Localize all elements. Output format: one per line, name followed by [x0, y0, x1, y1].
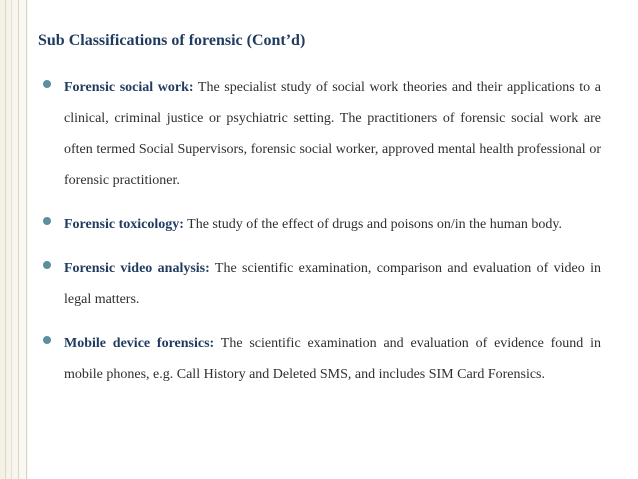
list-item-term: Mobile device forensics:	[64, 336, 215, 351]
list-item-description: The scientific examination and evaluation of evidence found in mobile phones, e.g. Call History and Deleted SMS, and includes SIM Card Forensics.	[64, 336, 601, 382]
band-stripe	[18, 0, 19, 479]
list-item-term: Forensic video analysis:	[64, 261, 210, 276]
list-item	[40, 209, 601, 240]
bullet-dot-icon	[43, 217, 51, 225]
list-item-description: The specialist study of social work theories and their applications to a clinical, criminal justice or psychiatric setting. The practitioners of forensic social work are often termed Social Supervisors, forensic social worker, approved mental health professional or forensic practitioner.	[64, 80, 601, 188]
list-item	[40, 72, 601, 196]
list-item-term: Forensic toxicology:	[64, 217, 184, 232]
list-item-description: The scientific examination, comparison and evaluation of video in legal matters.	[64, 261, 602, 307]
band-stripe	[26, 0, 27, 479]
list-item	[40, 328, 601, 390]
bullet-dot-icon	[43, 80, 51, 88]
list-item-description: The study of the effect of drugs and poisons on/in the human body.	[183, 217, 562, 232]
list-item-text	[64, 328, 601, 390]
bullet-dot-icon	[43, 261, 51, 269]
list-item-term: Forensic social work:	[64, 80, 194, 95]
band-stripe	[5, 0, 6, 479]
list-item-text	[64, 253, 601, 315]
list-item	[40, 253, 601, 315]
list-item-text	[64, 72, 601, 196]
bullet-dot-icon	[43, 336, 51, 344]
left-decorative-band	[0, 0, 28, 479]
list-item-text	[64, 209, 601, 240]
bullet-list	[40, 72, 601, 390]
slide-title: Sub Classifications of forensic (Cont’d)	[38, 32, 306, 49]
band-stripe	[11, 0, 12, 479]
